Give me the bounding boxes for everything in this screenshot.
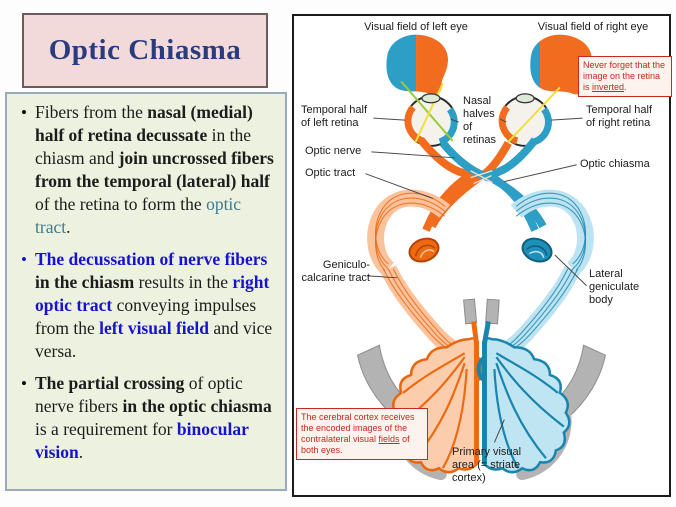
label-temporal-right: Temporal half of right retina (586, 104, 653, 129)
bullet-item (13, 248, 279, 363)
lateral-geniculate-body-left (406, 235, 441, 266)
visual-field-left-blob (378, 26, 460, 100)
note-cerebral-cortex: The cerebral cortex receives the encoded images of the contralateral visual fields of both eyes. (296, 408, 428, 460)
label-geniculocalcarine: Geniculo- calcarine tract (301, 259, 370, 284)
page-title: Optic Chiasma (48, 34, 242, 66)
label-visual-field-left: Visual field of left eye (364, 21, 468, 33)
label-optic-tract: Optic tract (305, 167, 356, 179)
label-optic-chiasma: Optic chiasma (580, 158, 650, 170)
bullet-item (13, 101, 279, 239)
bullet-marker: • (21, 103, 27, 122)
label-primary-visual-area: Primary visual area (= striate cortex) (452, 446, 522, 484)
title-box (22, 13, 268, 88)
bullet-text: Fibers from the nasal (medial) half of retina decussate in the chiasm and join uncrossed fibers from the temporal (lateral) half of the retina to form the optic tract. (35, 102, 279, 237)
label-visual-field-right: Visual field of right eye (537, 21, 649, 33)
geniculocalcarine-tract-left (376, 193, 470, 355)
bullet-marker: • (21, 374, 27, 393)
bullet-text: The decussation of nerve fibers in the chiasm results in the right optic tract conveying impulses from the left visual field and vice versa. (35, 249, 279, 361)
label-optic-nerve: Optic nerve (305, 145, 362, 157)
bullet-item (13, 372, 279, 464)
right-eye (500, 96, 550, 146)
bullet-text: The partial crossing of optic nerve fibers in the optic chiasma is a requirement for binocular vision. (35, 373, 277, 462)
left-eye (406, 96, 456, 146)
diagram-panel (292, 14, 671, 497)
label-temporal-left: Temporal half of left retina (301, 104, 368, 129)
label-nasal-halves: Nasal halves of retinas (463, 95, 497, 146)
content-box (5, 92, 287, 491)
note-never-forget: Never forget that the image on the retina is inverted. (578, 56, 672, 97)
bullet-marker: • (21, 250, 27, 269)
label-lateral-geniculate: Lateral geniculate body (589, 268, 640, 306)
lateral-geniculate-body-right (519, 235, 554, 266)
